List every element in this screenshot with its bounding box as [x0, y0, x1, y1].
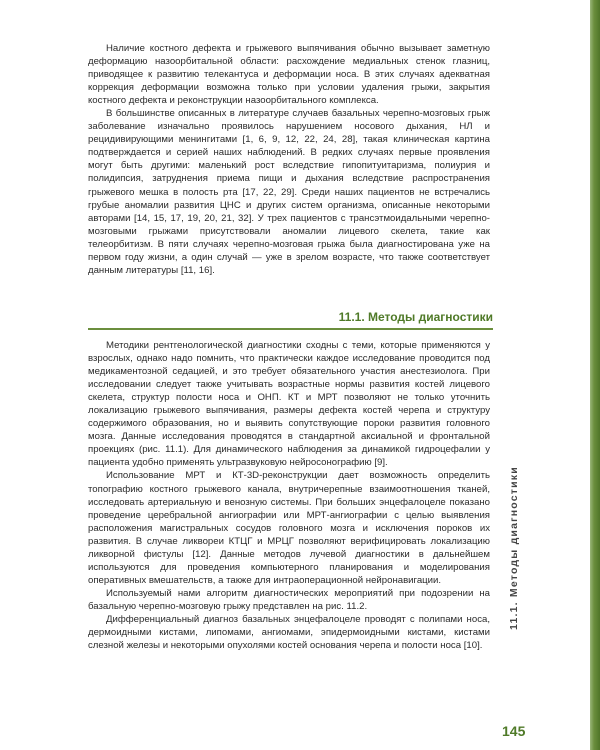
paragraph: В большинстве описанных в литературе случаев базальных черепно-мозговых грыж заболевание изначально проявилось нарушением носового дыхания, НЛ и рецидивирующими менингитами [1, 6, 9, 12, 22, 24, 28], такая клиническая картина подтверждается и серией наших наблюдений. В редких случаях первые проявления могут быть другими: маленький рост вследствие гипопитуитаризма, полиурия и полидипсия, затруднения приема пищи и дыхания вследствие распространения грыжевого мешка в полость рта [17, 22, 29]. Среди наших пациентов не встречались грубые аномалии развития ЦНС и других систем организма, описанные некоторыми авторами [14, 15, 17, 19, 20, 21, 32]. У трех пациентов с трансэтмоидальными черепно-мозговыми грыжами присутствовали аномалии лицевого скелета, такие как телеорбитизм. В пяти случаях черепно-мозговая грыжа была диагностирована уже на первом году жизни, а один случай — уже в зрелом возрасте, что также соответствует данным литературы [11, 16]. [88, 108, 490, 276]
section-heading [88, 308, 493, 330]
page-edge-bar [590, 0, 600, 750]
paragraph: Дифференциальный диагноз базальных энцефалоцеле проводят с полипами носа, дермоидными кистами, липомами, ангиомами, эпидермоидными кистами, кистами слезной железы и некоторыми опухолями костей основания черепа и полости носа [10]. [88, 613, 490, 652]
section-title: 11.1. Методы диагностики [338, 310, 493, 324]
paragraph: Наличие костного дефекта и грыжевого выпячивания обычно вызывает заметную деформацию назоорбитальной области: расхождение медиальных стенок глазниц, приводящее к развитию телекантуса и деформации носа. В этих случаях адекватная коррекция деформации возможна только при условии удаления грыжи, закрытия костного дефекта и реконструкции назоорбитального комплекса. [88, 43, 490, 107]
paragraph: Методики рентгенологической диагностики сходны с теми, которые применяются у взрослых, однако надо помнить, что практически каждое исследование проводится под медикаментозной седацией, и это требует обязательного участия анестезиолога. При исследовании следует также учитывать возрастные нормы развития костей лицевого скелета, структур полости носа и ОНП. КТ и МРТ позволяют не только уточнить локализацию грыжевого выпячивания, размеры дефекта костей черепа и структуру содержимого образования, но и выявить сопутствующие пороки развития головного мозга. Данные исследования проводятся в стандартной аксиальной и фронтальной проекциях (рис. 11.1). Для динамического наблюдения за динамикой гидроцефалии у пациента удобно применять ультразвуковую нейросонографию [9]. [88, 340, 490, 469]
page-number: 145 [502, 723, 526, 739]
paragraph: Используемый нами алгоритм диагностических мероприятий при подозрении на базальную черепно-мозговую грыжу представлен на рис. 11.2. [88, 587, 490, 612]
paragraph: Использование МРТ и КТ-3D-реконструкции дает возможность определить топографию костного грыжевого канала, внутричерепные взаимоотношения тканей, исследовать артериальную и венозную системы. При больших энцефалоцеле показано проведение церебральной ангиографии или МРТ-ангиографии с целью выявления расположения магистральных сосудов головного мозга и исключения пороков их развития. В случае ликвореи КТЦГ и МРЦГ позволяют верифицировать локализацию ликворной фистулы [12]. Данные методов лучевой диагностики в дальнейшем используются для проведения компьютерного планирования и моделирования оперативных вмешательств, а также для интраоперационной нейронавигации. [88, 470, 490, 586]
running-head: 11.1. Методы диагностики [508, 466, 520, 630]
text-block-intro [88, 42, 490, 277]
text-block-diagnostics [88, 339, 490, 652]
